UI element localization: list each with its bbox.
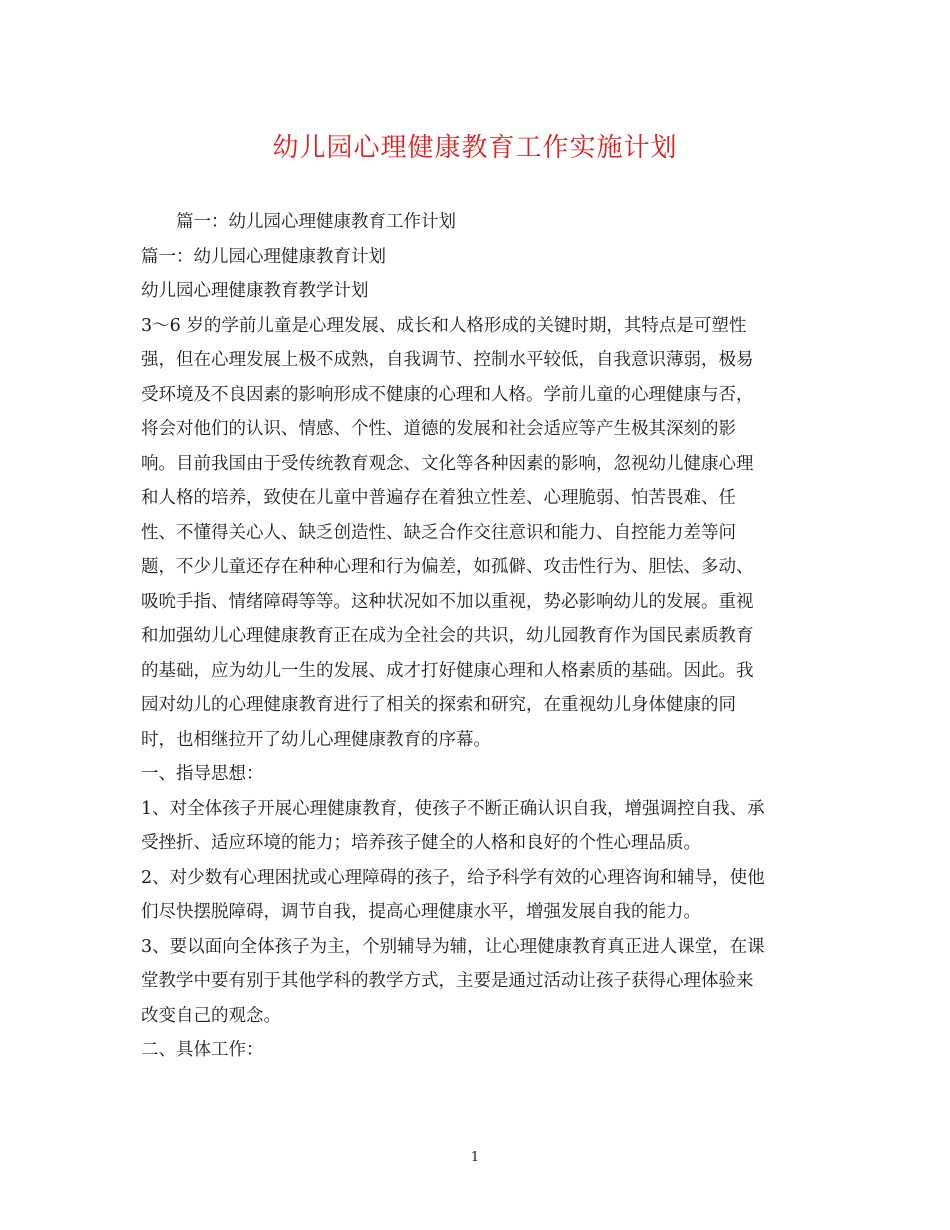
list-item-line: 1、对全体孩子开展心理健康教育，使孩子不断正确认识自我，增强调控自我、承	[141, 798, 765, 819]
paragraph-line: 园对幼儿的心理健康教育进行了相关的探索和研究，在重视幼儿身体健康的同	[141, 695, 736, 715]
paragraph-line: 强，但在心理发展上极不成熟，自我调节、控制水平较低，自我意识薄弱，极易	[141, 350, 754, 370]
list-item-line: 受挫折、适应环境的能力；培养孩子健全的人格和良好的个性心理品质。	[141, 833, 701, 853]
list-item-line: 2、对少数有心理困扰或心理障碍的孩子，给予科学有效的心理咨询和辅导，使他	[141, 867, 765, 888]
document-body	[141, 205, 811, 1068]
list-item-line: 改变自己的观念。	[141, 1005, 281, 1026]
paragraph-line: 受环境及不良因素的影响形成不健康的心理和人格。学前儿童的心理健康与否，	[141, 384, 754, 405]
paragraph-line: 和人格的培养，致使在儿童中普遍存在着独立性差、心理脆弱、怕苦畏难、任	[141, 488, 736, 508]
document-title: 幼儿园心理健康教育工作实施计划	[272, 133, 678, 163]
paragraph-line: 和加强幼儿心理健康教育正在成为全社会的共识，幼儿园教育作为国民素质教育	[141, 626, 754, 646]
paragraph-line: 的基础，应为幼儿一生的发展、成才打好健康心理和人格素质的基础。因此。我	[141, 660, 754, 681]
list-item-line: 们尽快摆脱障碍，调节自我，提高心理健康水平，增强发展自我的能力。	[141, 902, 701, 922]
paragraph-line: 将会对他们的认识、情感、个性、道德的发展和社会适应等产生极其深刻的影	[141, 419, 736, 439]
paragraph-line: 响。目前我国由于受传统教育观念、文化等各种因素的影响，忽视幼儿健康心理	[141, 453, 754, 474]
subheading: 篇一：幼儿园心理健康教育计划	[141, 246, 386, 267]
list-item-line: 3、要以面向全体孩子为主，个别辅导为辅，让心理健康教育真正进人课堂，在课	[141, 936, 765, 957]
page-number: 1	[470, 1150, 480, 1165]
list-item-line: 堂教学中要有别于其他学科的教学方式，主要是通过活动让孩子获得心理体验来	[141, 971, 754, 991]
paragraph-line: 时，也相继拉开了幼儿心理健康教育的序幕。	[141, 729, 491, 750]
paragraph-line: 吸吮手指、情绪障碍等等。这种状况如不加以重视，势必影响幼儿的发展。重视	[141, 591, 754, 612]
section-heading: 一、指导思想：	[141, 764, 264, 784]
subheading: 幼儿园心理健康教育教学计划	[141, 281, 369, 301]
paragraph-line: 题，不少儿童还存在种种心理和行为偏差，如孤僻、攻击性行为、胆怯、多动、	[141, 557, 754, 577]
section-heading: 篇一：幼儿园心理健康教育工作计划	[176, 212, 456, 232]
section-heading: 二、具体工作：	[141, 1040, 264, 1060]
paragraph-line: 性、不懂得关心人、缺乏创造性、缺乏合作交往意识和能力、自控能力差等问	[141, 522, 736, 543]
paragraph-line: 3～6 岁的学前儿童是心理发展、成长和人格形成的关键时期，其特点是可塑性	[141, 315, 747, 336]
